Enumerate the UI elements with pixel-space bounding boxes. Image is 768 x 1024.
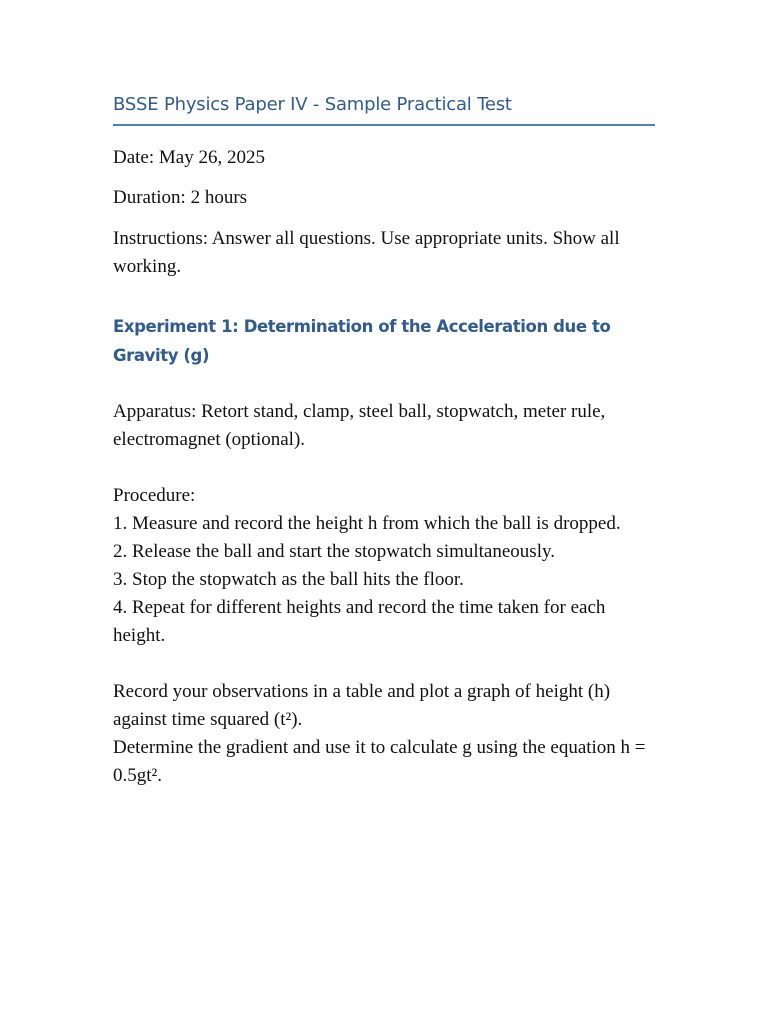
procedure-step: 4. Repeat for different heights and record the time taken for each height. [113, 597, 606, 646]
procedure-step: 2. Release the ball and start the stopwatch simultaneously. [113, 541, 555, 562]
procedure-label: Procedure: [113, 485, 196, 506]
instructions-paragraph: Instructions: Answer all questions. Use appropriate units. Show all working. [113, 228, 620, 277]
observation-section [113, 678, 655, 790]
document-page [113, 92, 655, 790]
procedure-step: 1. Measure and record the height h from which the ball is dropped. [113, 513, 621, 534]
date-line: Date: May 26, 2025 [113, 147, 265, 168]
apparatus-paragraph: Apparatus: Retort stand, clamp, steel ball, stopwatch, meter rule, electromagnet (optional). [113, 401, 606, 450]
document-title: BSSE Physics Paper IV - Sample Practical Test [113, 92, 655, 126]
procedure-section [113, 482, 655, 650]
procedure-step: 3. Stop the stopwatch as the ball hits the floor. [113, 569, 464, 590]
experiment-heading: Experiment 1: Determination of the Acceleration due to Gravity (g) [113, 317, 611, 365]
duration-line: Duration: 2 hours [113, 187, 248, 208]
gradient-instruction: Determine the gradient and use it to calculate g using the equation h = 0.5gt². [113, 737, 646, 786]
observation-instruction: Record your observations in a table and plot a graph of height (h) against time squared (t²). [113, 681, 611, 730]
